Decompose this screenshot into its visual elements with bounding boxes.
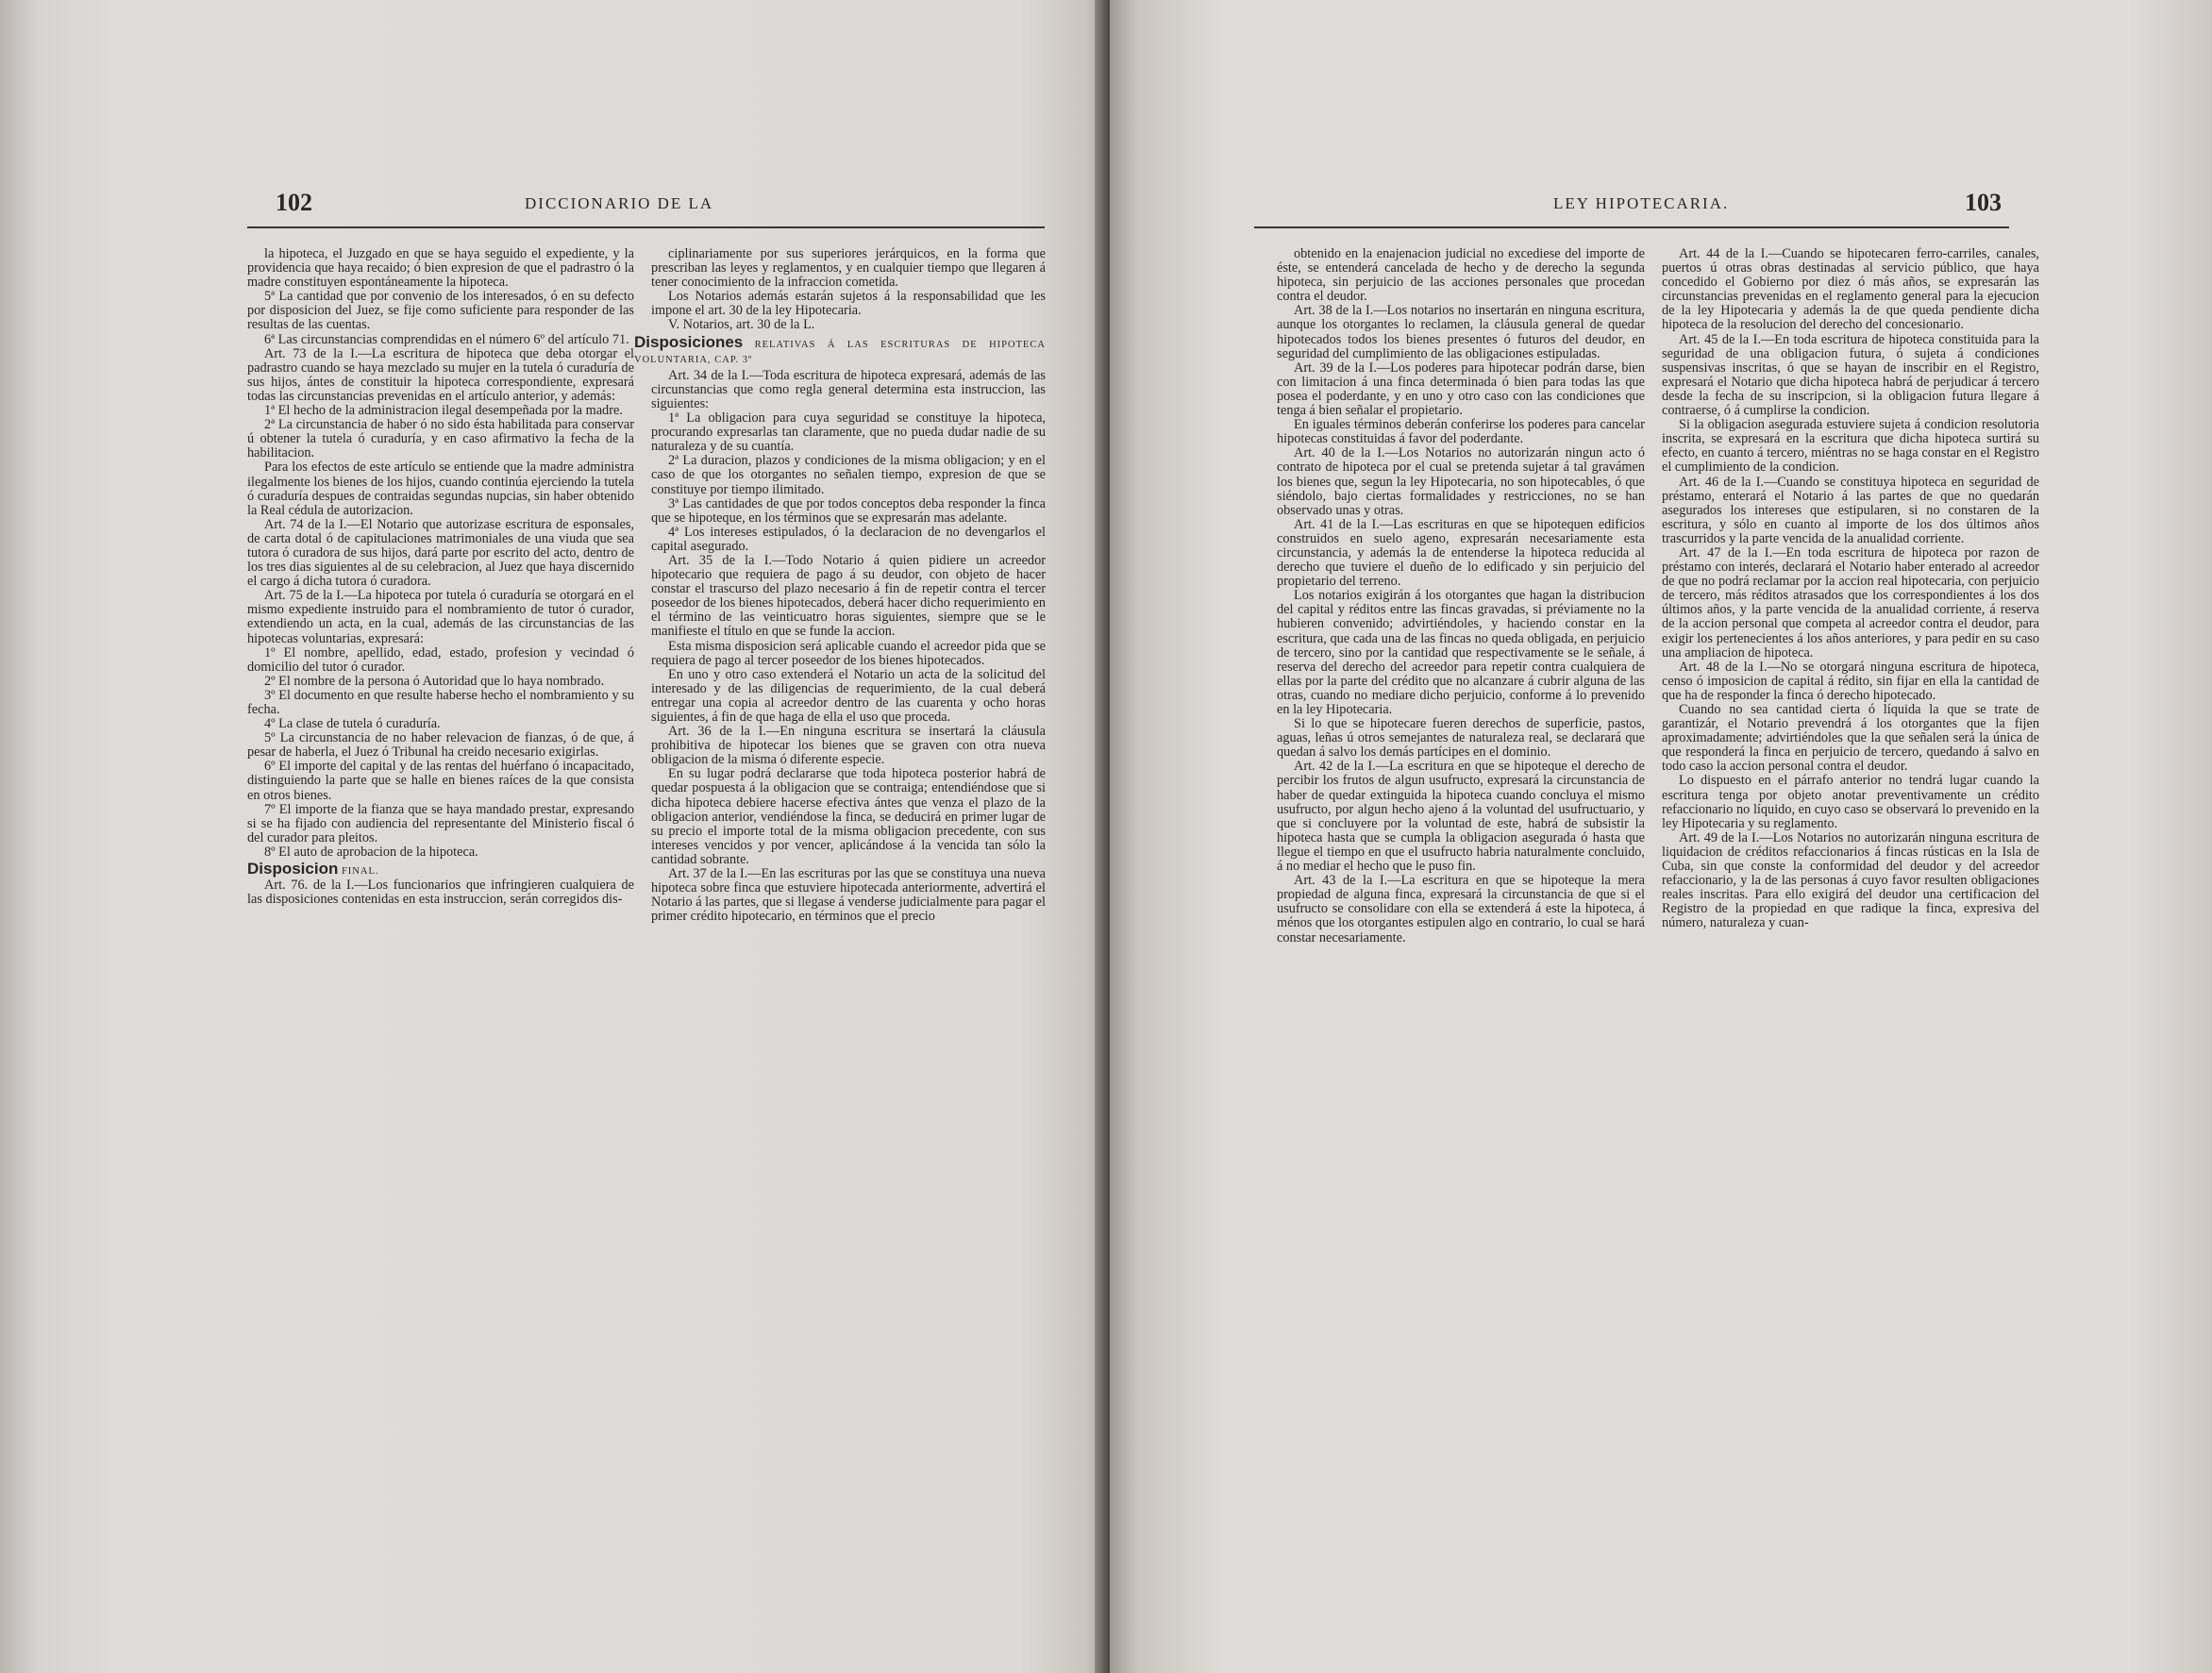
paragraph: Art. 35 de la I.—Todo Notario á quien pidiere un acreedor hipotecario que requiera de pago á su deudor, con objeto de hacer constar el trascurso del plazo necesario á fin de repetir contra el tercer poseedor de los bienes hipotecados, deberá hacer dicho requerimiento en el término de las veinticuatro horas siguientes, siempre que se le manifieste el título en que se funde la accion. bbox=[651, 552, 1046, 640]
paragraph: Art. 76. de la I.—Los funcionarios que infringieren cualquiera de las disposiciones contenidas en esta instruccion, serán corregidos dis- bbox=[247, 878, 634, 908]
paragraph: 5ª La cantidad que por convenio de los interesados, ó en su defecto por disposicion del Juez, se fije como suficiente para responder de las resultas de las cuentas. bbox=[247, 289, 634, 333]
section-heading-disposiciones bbox=[634, 332, 1046, 367]
paragraph: Esta misma disposicion será aplicable cuando el acreedor pida que se requiera de pago al tercer poseedor de los bienes hipotecados. bbox=[651, 638, 1046, 668]
section-subtitle: FINAL. bbox=[341, 866, 379, 878]
paragraph: Art. 46 de la I.—Cuando se constituya hipoteca en seguridad de préstamo, enterará el Notario á las partes de que no quedarán asegurados los intereses que estipularen, si no constaren de la escritura, y sólo en cuanto al importe de los dos últimos años trascurridos y la parte vencida de la anualidad corriente. bbox=[1662, 474, 2039, 546]
running-header-left: DICCIONARIO DE LA bbox=[525, 194, 714, 212]
paragraph: Art. 37 de la I.—En las escrituras por las que se constituya una nueva hipoteca sobre finca que estuviere hipotecada anteriormente, advertirá el Notario á las partes, que si llegase á venderse judicialmente para pagar el primer crédito hipotecario, en términos que el precio bbox=[651, 866, 1047, 925]
page-number-right: 103 bbox=[1965, 189, 2002, 216]
paragraph: 1ª El hecho de la administracion ilegal desempeñada por la madre. bbox=[264, 403, 623, 419]
paragraph: Si la obligacion asegurada estuviere sujeta á condicion resolutoria inscrita, se expresará en la escritura que dicha hipoteca surtirá su efecto, en cuanto á tercero, miéntras no se haga constar en el Registro el cumplimiento de la condicion. bbox=[1662, 417, 2039, 476]
right-column-1 bbox=[1277, 247, 1645, 945]
paragraph: Art. 44 de la I.—Cuando se hipotecaren ferro-carriles, canales, puertos ú otras obras destinadas al servicio público, que haya concedido el Gobierno por diez ó más años, se expresarán las circunstancias prevenidas en el reglamento general para la ejecucion de la ley Hipotecaria y además la de que queda pendiente dicha hipoteca de la resolucion del derecho del concesionario. bbox=[1662, 246, 2039, 333]
paragraph: Art. 34 de la I.—Toda escritura de hipoteca expresará, además de las circunstancias que como regla general determina esta instruccion, las siguientes: bbox=[651, 367, 1046, 411]
paragraph: 2ª La circunstancia de haber ó no sido ésta habilitada para conservar ú obtener la tutela ó curaduría, y en caso afirmativo la fecha de la habilitacion. bbox=[247, 417, 634, 461]
left-column-2-text bbox=[651, 369, 1046, 925]
left-column-2 bbox=[634, 246, 1047, 925]
page-number-left: 102 bbox=[276, 189, 312, 216]
paragraph: V. Notarios, art. 30 de la L. bbox=[668, 317, 815, 333]
paragraph: Art. 36 de la I.—En ninguna escritura se insertará la cláusula prohibitiva de hipotecar los bienes que se graven con otra nueva obligacion de la misma ó diferente especie. bbox=[651, 724, 1046, 768]
paragraph: 3º El documento en que resulte haberse hecho el nombramiento y su fecha. bbox=[247, 687, 634, 717]
paragraph: 5º La circunstancia de no haber relevacion de fianzas, ó de que, á pesar de haberla, el Juez ó Tribunal ha creido necesario exigirlas. bbox=[247, 730, 634, 761]
running-header-right: LEY HIPOTECARIA. bbox=[1553, 194, 1730, 212]
paragraph: En iguales términos deberán conferirse los poderes para cancelar hipotecas constituidas á favor del poderdante. bbox=[1277, 417, 1645, 447]
paragraph: Art. 43 de la I.—La escritura en que se hipoteque la mera propiedad de alguna finca, expresará la circunstancia de que si el usufructo se consolidare con ella se extenderá á este la hipoteca, á ménos que los otorgantes estipulen algo en contrario, lo cual se hará constar necesariamente. bbox=[1277, 873, 1645, 945]
header-rule-right bbox=[1254, 226, 2009, 228]
paragraph: Los Notarios además estarán sujetos á la responsabilidad que les impone el art. 30 de la ley Hipotecaria. bbox=[651, 289, 1046, 319]
header-rule-left bbox=[247, 226, 1045, 228]
paragraph: 2ª La duracion, plazos y condiciones de la misma obligacion; y en el caso de que los otorgantes no señalen tiempo, expresion de que se constituye por tiempo ilimitado. bbox=[651, 453, 1046, 497]
paragraph: Para los efectos de este artículo se entiende que la madre administra ilegalmente los bienes de los hijos, cuando continúa ejerciendo la tutela ó curaduría despues de contraidas segundas nupcias, sin haber obtenido la Real cédula de autorizacion. bbox=[247, 460, 634, 518]
paragraph: 3ª Las cantidades de que por todos conceptos deba responder la finca que se hipoteque, en los términos que se expresarán mas adelante. bbox=[651, 495, 1046, 526]
paragraph: Si lo que se hipotecare fueren derechos de superficie, pastos, aguas, leñas ú otros semejantes de naturaleza real, se declarará que quedan á salvo los demás partícipes en el dominio. bbox=[1277, 716, 1645, 761]
paragraph: 1ª La obligacion para cuya seguridad se constituye la hipoteca, procurando expresarlas tan claramente, que no pueda dudar nadie de su naturaleza y de su cuantía. bbox=[651, 410, 1046, 455]
paragraph: Art. 73 de la I.—La escritura de hipoteca que deba otorgar el padrastro cuando se haya mezclado su mujer en la tutela ó curaduría de sus hijos, ántes de constituir la hipoteca correspondiente, expresará todas las circunstancias prevenidas en el artículo anterior, y además: bbox=[247, 345, 634, 404]
paragraph: Art. 39 de la I.—Los poderes para hipotecar podrán darse, bien con limitacion á una finca determinada ó bien para todas las que posea el poderdante, y en uno y otro caso con las condiciones que tenga á bien señalar el propietario. bbox=[1277, 360, 1645, 419]
paragraph: Cuando no sea cantidad cierta ó líquida la que se trate de garantizár, el Notario prevendrá á los otorgantes que la fijen aproximadamente; advirtiéndoles que la que señalen será la única de que responderá la finca en perjuicio de tercero, quedando á salvo en todo caso la accion personal contra el deudor. bbox=[1662, 702, 2039, 775]
section-heading-final bbox=[247, 862, 634, 878]
paragraph: obtenido en la enajenacion judicial no excediese del importe de éste, se entenderá cancelada de hecho y de derecho la segunda hipoteca, sin perjuicio de las acciones personales que procedan contra el deudor. bbox=[1277, 246, 1645, 305]
paragraph: 4ª Los intereses estipulados, ó la declaracion de no devengarlos el capital asegurado. bbox=[651, 524, 1046, 554]
paragraph: Art. 74 de la I.—El Notario que autorizase escritura de esponsales, de carta dotal ó de capitulaciones matrimoniales de una viuda que sea tutora ó curadora de sus hijos, dará parte por escrito del acto, dentro de los tres dias siguientes al de su celebracion, al Juez que haya discernido el cargo á dicha tutora ó curadora. bbox=[247, 516, 634, 590]
left-column-1 bbox=[247, 247, 634, 907]
paragraph: Art. 75 de la I.—La hipoteca por tutela ó curaduría se otorgará en el mismo expediente instruido para el nombramiento de tutor ó curador, extendiendo un acta, en la cual, además de las circunstancias de las hipotecas voluntarias, expresará: bbox=[247, 588, 634, 646]
paragraph: 2º El nombre de la persona ó Autoridad que lo haya nombrado. bbox=[264, 673, 605, 689]
paragraph: Lo dispuesto en el párrafo anterior no tendrá lugar cuando la escritura tenga por objeto anotar preventivamente un crédito refaccionario no líquido, en cuyo caso se observará lo prevenido en la ley Hipotecaria y su reglamento. bbox=[1662, 773, 2039, 831]
paragraph: 1º El nombre, apellido, edad, estado, profesion y vecindad ó domicilio del tutor ó curador. bbox=[247, 644, 634, 675]
right-page bbox=[1110, 0, 2212, 1673]
paragraph: Art. 47 de la I.—En toda escritura de hipoteca por razon de préstamo con interés, declarará el Notario haber enterado al acreedor de que no podrá reclamar por la accion real hipotecaria, con perjuicio de tercero, más réditos atrasados que los correspondientes á los dos últimos años, y la parte vencida de la anualidad corriente, á reserva de la accion personal que competa al acreedor contra el deudor, para exigir los pertenecientes á los años anteriores, y para pedir en su caso una ampliacion de hipoteca. bbox=[1662, 544, 2039, 661]
paragraph: Los notarios exigirán á los otorgantes que hagan la distribucion del capital y réditos entre las fincas gravadas, si préviamente no la hubieren convenido; advirtiéndoles, y haciendo constar en la escritura, que cada una de las fincas no queda obligada, en perjuicio de tercero, sino por la cantidad que respectivamente se le señale, á reserva del derecho del acreedor para repetir contra cualquiera de ellas por la parte del crédito que no alcanzare á cubrir alguna de las otras, cuando no mediare dicho perjuicio, conforme á lo prevenido en la ley Hipotecaria. bbox=[1277, 588, 1645, 717]
right-column-2 bbox=[1662, 247, 2039, 931]
paragraph: Art. 38 de la I.—Los notarios no insertarán en ninguna escritura, aunque los otorgantes lo reclamen, la cláusula general de quedar hipotecados todos los bienes presentes ó futuros del deudor, en seguridad del cumplimiento de las obligaciones estipuladas. bbox=[1277, 303, 1645, 361]
paragraph: 6ª Las circunstancias comprendidas en el número 6º del artículo 71. bbox=[264, 331, 629, 347]
paragraph: ciplinariamente por sus superiores jerárquicos, en la forma que prescriban las leyes y reglamentos, y en cualquier tiempo que llegaren á tener conocimiento de la infraccion cometida. bbox=[651, 246, 1046, 291]
paragraph: Art. 45 de la I.—En toda escritura de hipoteca constituida para la seguridad de una obligacion futura, ó sujeta á condiciones suspensivas inscritas, ó que se hayan de inscribir en el Registro, expresará el Notario que dicha hipoteca habrá de perjudicar á tercero desde la fecha de su inscripcion, si la obligacion futura llegare á contraerse, ó á cumplirse la condicion. bbox=[1662, 331, 2039, 419]
paragraph: 6º El importe del capital y de las rentas del huérfano ó incapacitado, distinguiendo la parte que se halle en bienes raíces de la que consista en otros bienes. bbox=[247, 759, 634, 803]
paragraph: 7º El importe de la fianza que se haya mandado prestar, expresando si se ha fijado con audiencia del representante del Ministerio fiscal ó del curador para pleitos. bbox=[247, 801, 634, 845]
paragraph: Art. 49 de la I.—Los Notarios no autorizarán ninguna escritura de liquidacion de créditos refaccionarios á fincas rústicas en la Isla de Cuba, sin que conste la conformidad del deudor y del acreedor refaccionario, y la de las personas á cuyo favor resulten obligaciones reales inscritas. Para ello exigirá del deudor una certificacion del Registro de la propiedad en que radique la finca, expresiva del número, naturaleza y cuan- bbox=[1662, 829, 2039, 931]
paragraph: En uno y otro caso extenderá el Notario un acta de la solicitud del interesado y de las diligencias de requerimiento, de la cual deberá entregar una copia al acreedor dentro de las cuarenta y ocho horas siguientes, á fin de que haga de ella el uso que proceda. bbox=[651, 666, 1046, 725]
paragraph: 8º El auto de aprobacion de la hipoteca. bbox=[264, 844, 478, 860]
paragraph: Art. 41 de la I.—Las escrituras en que se hipotequen edificios construidos en suelo ageno, expresarán necesariamente esta circunstancia, y además la de entenderse la hipoteca reducida al derecho que tuviere el dueño de lo edificado y sin perjuicio del propietario del terreno. bbox=[1277, 516, 1645, 590]
left-column-2-head bbox=[651, 247, 1046, 333]
section-title: Disposicion bbox=[247, 860, 339, 878]
right-column-2-text bbox=[1662, 247, 2039, 931]
paragraph: la hipoteca, el Juzgado en que se haya seguido el expediente, y la providencia que haya recaido; ó bien expresion de que el padrastro ó la madre constituyen espontáneamente la hipoteca. bbox=[247, 246, 634, 291]
section-subtitle: RELATIVAS Á LAS ESCRITURAS DE HIPOTECA VOLUNTARIA, CAP. 3º bbox=[634, 339, 1046, 365]
paragraph: Art. 40 de la I.—Los Notarios no autorizarán ningun acto ó contrato de hipoteca por el cual se pretenda sujetar á tal gravámen los bienes que, segun la ley Hipotecaria, no son hipotecables, ó que siéndolo, bajo ciertas formalidades y restricciones, no se han observado unas y otras. bbox=[1277, 445, 1645, 518]
paragraph: 4º La clase de tutela ó curaduría. bbox=[264, 716, 441, 732]
left-column-1-text bbox=[247, 247, 634, 860]
paragraph: Art. 48 de la I.—No se otorgará ninguna escritura de hipoteca, censo ó imposicion de capital á rédito, sin fijar en ella la cantidad de que ha de responder la finca ó derecho hipotecado. bbox=[1662, 659, 2039, 703]
paragraph: Art. 42 de la I.—La escritura en que se hipoteque el derecho de percibir los frutos de algun usufructo, expresará la circunstancia de haber de quedar extinguida la hipoteca cuando concluya el mismo usufructo, por algun hecho ajeno á la voluntad del usufructuario, y que si concluyere por la voluntad de este, habrá de subsistir la hipoteca hasta que se cumpla la obligacion asegurada ó hasta que llegue el tiempo en que el usufructo habria naturalmente concluido, á no mediar el hecho que le puso fin. bbox=[1277, 759, 1645, 875]
section-title: Disposiciones bbox=[634, 332, 744, 351]
paragraph: En su lugar podrá declararse que toda hipoteca posterior habrá de quedar pospuesta á la obligacion que se contraiga; entendiéndose que si dicha hipoteca debiere hacerse efectiva ántes que venza el plazo de la obligacion anterior, vendiéndose la finca, se deducirá en primer lugar de su precio el importe total de la misma obligacion precedente, con sus intereses vencidos y por vencer, aplicándose á la vencida tan sólo la cantidad sobrante. bbox=[651, 766, 1046, 867]
right-column-1-text bbox=[1277, 247, 1645, 945]
